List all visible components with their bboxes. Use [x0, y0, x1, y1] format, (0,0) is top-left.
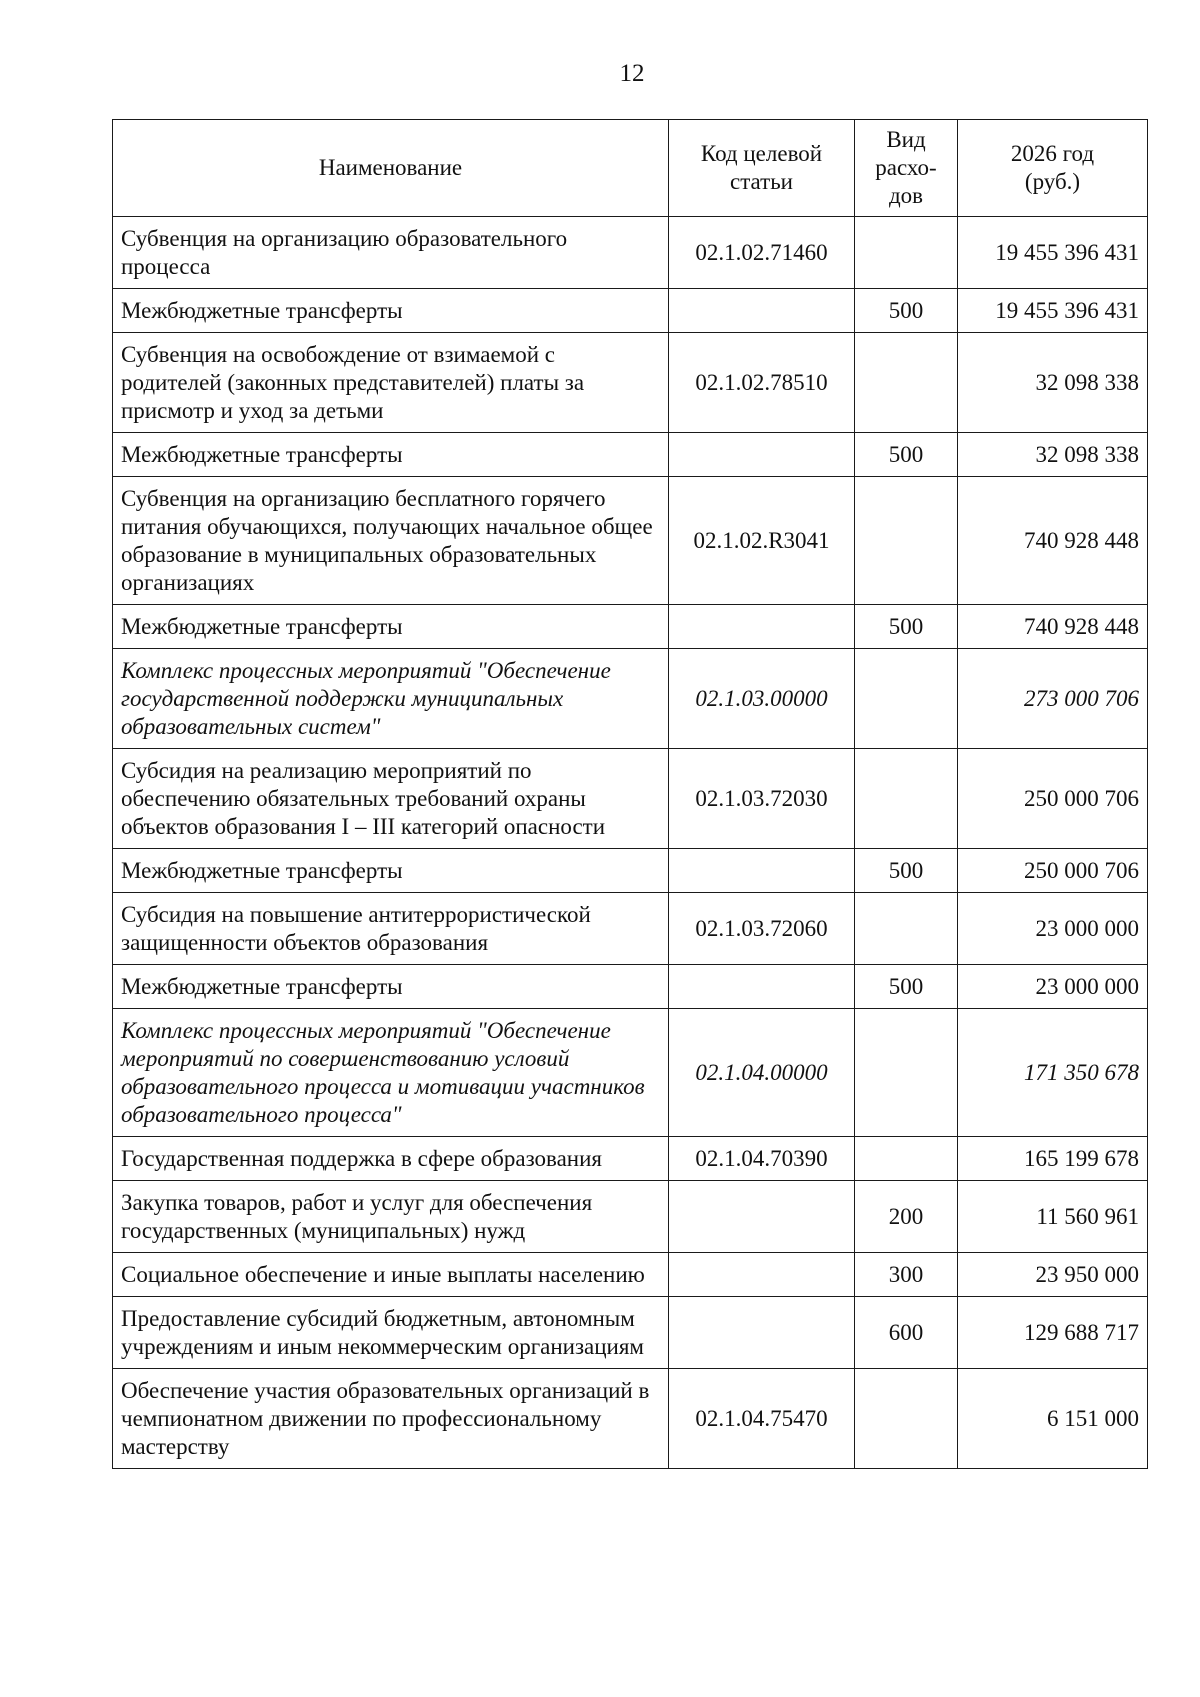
cell-sum: 171 350 678: [958, 1009, 1148, 1137]
header-kind: Вид расхо-дов: [855, 120, 958, 217]
table-header-row: [113, 120, 1148, 217]
cell-name: Предоставление субсидий бюджетным, автономным учреждениям и иным некоммерческим организациям: [113, 1297, 669, 1369]
table-row: [113, 1369, 1148, 1469]
page-number: 12: [619, 60, 645, 87]
cell-code: 02.1.04.00000: [669, 1009, 855, 1137]
cell-kind: [855, 749, 958, 849]
cell-sum: 23 950 000: [958, 1253, 1148, 1297]
cell-sum: 19 455 396 431: [958, 289, 1148, 333]
cell-code: [669, 965, 855, 1009]
cell-name: Государственная поддержка в сфере образования: [113, 1137, 669, 1181]
header-name: Наименование: [113, 120, 669, 217]
table-row: [113, 1253, 1148, 1297]
cell-name: Субвенция на организацию образовательного процесса: [113, 217, 669, 289]
cell-kind: [855, 649, 958, 749]
header-sum: 2026 год (руб.): [958, 120, 1148, 217]
cell-sum: 6 151 000: [958, 1369, 1148, 1469]
cell-code: 02.1.04.75470: [669, 1369, 855, 1469]
cell-name: Межбюджетные трансферты: [113, 433, 669, 477]
cell-code: 02.1.02.R3041: [669, 477, 855, 605]
cell-kind: [855, 1009, 958, 1137]
table-row: [113, 1297, 1148, 1369]
cell-sum: 165 199 678: [958, 1137, 1148, 1181]
table-row: [113, 333, 1148, 433]
cell-sum: 250 000 706: [958, 749, 1148, 849]
table-row: [113, 893, 1148, 965]
cell-sum: 740 928 448: [958, 477, 1148, 605]
table-row: [113, 477, 1148, 605]
table-row: [113, 965, 1148, 1009]
cell-kind: [855, 1137, 958, 1181]
table-row: [113, 849, 1148, 893]
cell-code: [669, 1181, 855, 1253]
table-row: [113, 649, 1148, 749]
cell-code: [669, 433, 855, 477]
cell-code: 02.1.03.00000: [669, 649, 855, 749]
table-row: [113, 749, 1148, 849]
cell-sum: 32 098 338: [958, 333, 1148, 433]
header-code: Код целевой статьи: [669, 120, 855, 217]
cell-kind: 600: [855, 1297, 958, 1369]
table-row: [113, 289, 1148, 333]
cell-kind: 500: [855, 965, 958, 1009]
cell-name: Субсидия на реализацию мероприятий по обеспечению обязательных требований охраны объектов образования I – III категорий опасности: [113, 749, 669, 849]
cell-kind: 500: [855, 289, 958, 333]
cell-sum: 23 000 000: [958, 965, 1148, 1009]
cell-name: Субвенция на освобождение от взимаемой с родителей (законных представителей) платы за присмотр и уход за детьми: [113, 333, 669, 433]
cell-name: Обеспечение участия образовательных организаций в чемпионатном движении по профессиональному мастерству: [113, 1369, 669, 1469]
cell-name: Межбюджетные трансферты: [113, 965, 669, 1009]
cell-sum: 250 000 706: [958, 849, 1148, 893]
cell-sum: 740 928 448: [958, 605, 1148, 649]
cell-code: 02.1.04.70390: [669, 1137, 855, 1181]
cell-name: Комплекс процессных мероприятий "Обеспечение мероприятий по совершенствованию условий образовательного процесса и мотивации участников образовательного процесса": [113, 1009, 669, 1137]
cell-name: Социальное обеспечение и иные выплаты населению: [113, 1253, 669, 1297]
cell-kind: 500: [855, 433, 958, 477]
cell-sum: 129 688 717: [958, 1297, 1148, 1369]
cell-kind: [855, 217, 958, 289]
cell-code: [669, 849, 855, 893]
cell-name: Закупка товаров, работ и услуг для обеспечения государственных (муниципальных) нужд: [113, 1181, 669, 1253]
cell-name: Межбюджетные трансферты: [113, 605, 669, 649]
cell-code: 02.1.03.72060: [669, 893, 855, 965]
cell-code: [669, 289, 855, 333]
cell-sum: 11 560 961: [958, 1181, 1148, 1253]
cell-name: Субсидия на повышение антитеррористической защищенности объектов образования: [113, 893, 669, 965]
cell-kind: [855, 477, 958, 605]
cell-kind: 200: [855, 1181, 958, 1253]
cell-name: Межбюджетные трансферты: [113, 849, 669, 893]
table-row: [113, 605, 1148, 649]
table-row: [113, 1009, 1148, 1137]
cell-code: [669, 605, 855, 649]
cell-kind: 500: [855, 605, 958, 649]
cell-sum: 19 455 396 431: [958, 217, 1148, 289]
table-row: [113, 1181, 1148, 1253]
cell-code: 02.1.02.78510: [669, 333, 855, 433]
table-row: [113, 433, 1148, 477]
budget-table: [112, 119, 1148, 1469]
table-row: [113, 1137, 1148, 1181]
cell-code: [669, 1253, 855, 1297]
cell-sum: 32 098 338: [958, 433, 1148, 477]
cell-code: [669, 1297, 855, 1369]
cell-kind: [855, 1369, 958, 1469]
cell-kind: [855, 893, 958, 965]
table-body: [113, 217, 1148, 1469]
table-row: [113, 217, 1148, 289]
cell-name: Межбюджетные трансферты: [113, 289, 669, 333]
cell-kind: [855, 333, 958, 433]
cell-name: Субвенция на организацию бесплатного горячего питания обучающихся, получающих начальное общее образование в муниципальных образовательных организациях: [113, 477, 669, 605]
cell-name: Комплекс процессных мероприятий "Обеспечение государственной поддержки муниципальных образовательных систем": [113, 649, 669, 749]
cell-kind: 500: [855, 849, 958, 893]
cell-sum: 273 000 706: [958, 649, 1148, 749]
cell-kind: 300: [855, 1253, 958, 1297]
cell-code: 02.1.03.72030: [669, 749, 855, 849]
cell-code: 02.1.02.71460: [669, 217, 855, 289]
cell-sum: 23 000 000: [958, 893, 1148, 965]
